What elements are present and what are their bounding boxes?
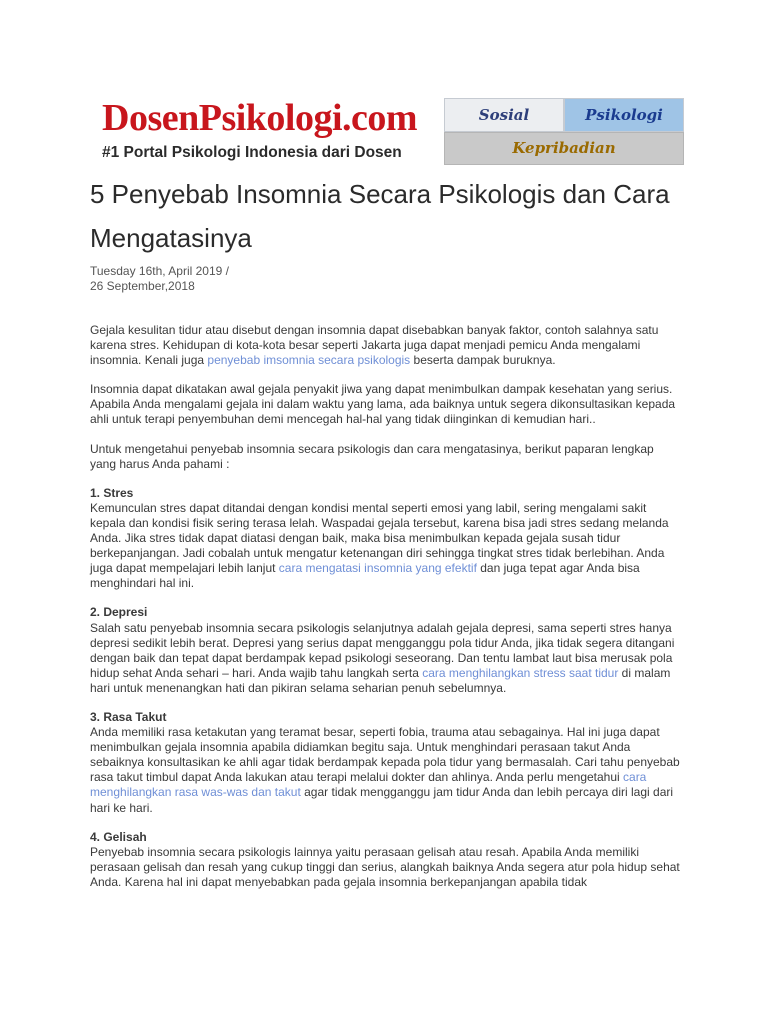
category-sosial[interactable]: Sosial [444,98,564,132]
date-published: Tuesday 16th, April 2019 / [90,264,229,278]
article-date [90,264,229,294]
section-text [90,501,680,592]
section-gelisah [90,830,680,890]
date-updated: 26 September,2018 [90,279,195,293]
section-heading: 1. Stres [90,485,134,500]
section-text-2: agar tidak mengganggu jam tidur Anda dan lebih percaya diri lagi dari hari ke hari. [90,785,674,815]
section-text-1: Penyebab insomnia secara psikologis lainnya yaitu perasaan gelisah atau resah. Apabila Anda memiliki perasaan gelisah dan resah yang cukup tinggi dan serius, alangkah baiknya Anda segera atur pola hidup sehat Anda. Karena hal ini dapat menyebabkan pada gejala insomnia berkepanjangan apabila tidak [90,844,680,889]
section-text [90,621,680,696]
paragraph-2: Insomnia dapat dikatakan awal gejala penyakit jiwa yang dapat menimbulkan dampak kesehatan yang serius. Apabila Anda mengalami gejala ini dalam waktu yang lama, ada baiknya untuk segera dikonsultasikan kepada ahli untuk terapi penyembuhan demi mencegah hal-hal yang tidak diinginkan di kemudian hari.. [90,382,676,427]
section-depresi [90,605,680,696]
section-text-2: di malam hari untuk menenangkan hati dan pikiran selama seharian penuh sebelumnya. [90,665,671,695]
category-psikologi[interactable]: Psikologi [564,98,684,132]
intro-text-1: Gejala kesulitan tidur atau disebut dengan insomnia dapat disebabkan banyak faktor, contoh salahnya satu karena stres. Kehidupan di kota-kota besar seperti Jakarta juga dapat menjadi pemicu Anda mengalami insomnia. Kenali juga [90,323,659,368]
article-title: 5 Penyebab Insomnia Secara Psikologis dan Cara Mengatasinya [90,179,670,253]
section-text-1: Anda memiliki rasa ketakutan yang teramat besar, seperti fobia, trauma atau sebagainya. Hal ini juga dapat menimbulkan gejala insomnia apabila didiamkan begitu saja. Untuk menghindari perasaan takut Anda sebaiknya konsultasikan ke ahli agar tidak berdampak kepada pola tidur yang bermasalah. Cari tahu penyebab rasa takut timbul dapat Anda lakukan atau terapi melalui dokter dan ahlinya. Anda perlu mengetahui [90,725,680,785]
intro-text-2: beserta dampak buruknya. [410,353,556,368]
section-text-1: Kemunculan stres dapat ditandai dengan kondisi mental seperti emosi yang labil, sering mengalami sakit kepala dan kondisi fisik sering terasa lelah. Waspadai gejala tersebut, karena bisa jadi stres sedang melanda Anda. Jika stres tidak dapat diatasi dengan baik, maka bisa menimbulkan kepada gejala susah tidur berkepanjangan. Jadi cobalah untuk mengatur ketenangan diri sehingga tingkat stres tidak berlebihan. Anda juga dapat mempelajari lebih lanjut [90,500,669,576]
section-heading: 4. Gelisah [90,829,147,844]
intro-link[interactable]: penyebab imsomnia secara psikologis [207,353,411,368]
category-banner [444,98,684,165]
article-body [90,323,680,904]
intro-paragraph [90,323,680,368]
section-link[interactable]: cara menghilangkan stress saat tidur [422,665,619,680]
section-rasa-takut [90,710,680,816]
section-text [90,845,680,890]
section-text-1: Salah satu penyebab insomnia secara psikologis selanjutnya adalah gejala depresi, sama seperti stres hanya depresi sedikit lebih berat. Depresi yang serius dapat mengganggu pola tidur Anda, jika tidak segera ditangani dengan baik dan tepat dapat berdampak kepad psikologi seseorang. Dan tentu lambat laut bisa merusak pola hidup sehat Anda sehari – hari. Anda wajib tahu langkah serta [90,620,675,680]
logo-tagline: #1 Portal Psikologi Indonesia dari Dosen [102,144,402,161]
section-stres [90,486,680,592]
section-link[interactable]: cara mengatasi insomnia yang efektif [278,561,477,576]
paragraph-3: Untuk mengetahui penyebab insomnia secara psikologis dan cara mengatasinya, berikut paparan lengkap yang harus Anda pahami : [90,441,654,471]
section-text-2: dan juga tepat agar Anda bisa menghindari hal ini. [90,561,640,591]
section-link[interactable]: cara menghilangkan rasa was-was dan takut [90,770,647,800]
logo-title: DosenPsikologi.com [102,97,418,139]
section-heading: 2. Depresi [90,605,148,620]
section-text [90,725,680,816]
category-kepribadian[interactable]: Kepribadian [444,132,684,166]
section-heading: 3. Rasa Takut [90,709,167,724]
site-logo[interactable] [102,97,418,162]
